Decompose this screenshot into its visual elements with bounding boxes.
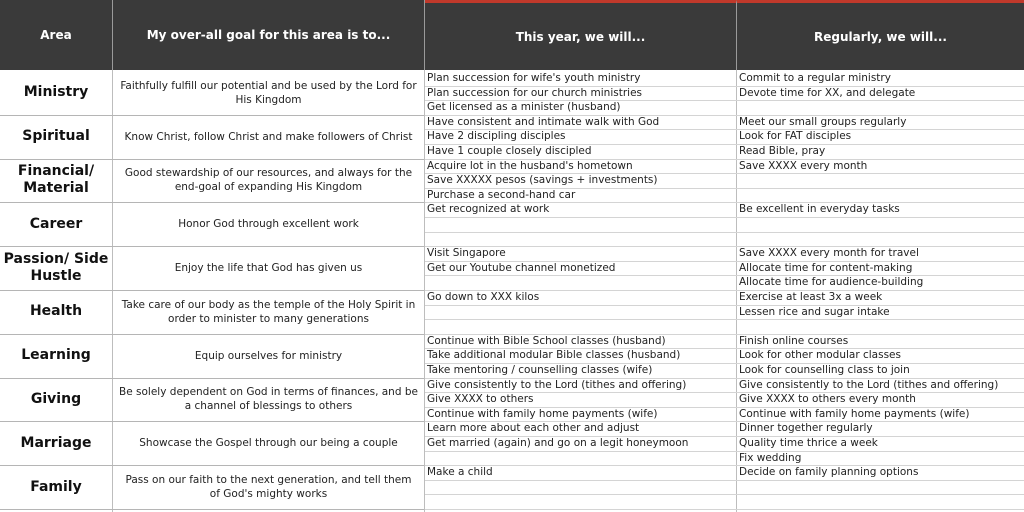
this-year-cell[interactable]: Get recognized at work (427, 203, 550, 216)
area-label[interactable]: Family (30, 478, 82, 495)
regularly-cell[interactable] (737, 480, 1024, 495)
goal-text[interactable]: Honor God through excellent work (178, 218, 359, 231)
this-year-cell[interactable] (425, 275, 736, 290)
this-year-cell[interactable]: Have 1 couple closely discipled (427, 145, 592, 157)
regularly-cell[interactable] (737, 319, 1024, 334)
goal-text[interactable]: Equip ourselves for ministry (194, 349, 343, 362)
goal-text[interactable]: Good stewardship of our resources, and always for the end-goal of expanding His Kingdom (124, 167, 413, 194)
regularly-cell[interactable]: Look for other modular classes (739, 349, 901, 362)
this-year-cell[interactable]: Acquire lot in the husband's hometown (427, 159, 633, 172)
goal-text[interactable]: Pass on our faith to the next generation, and tell them of God's mighty works (125, 474, 412, 501)
this-year-cell[interactable]: Purchase a second-hand car (427, 188, 576, 201)
section-divider (0, 509, 424, 510)
header-area[interactable]: Area (0, 0, 113, 70)
this-year-cell[interactable]: Plan succession for wife's youth ministry (427, 72, 641, 84)
regularly-cell[interactable] (737, 188, 1024, 203)
this-year-cell[interactable] (425, 480, 736, 495)
this-year-cell[interactable]: Get licensed as a minister (husband) (427, 101, 621, 114)
this-year-cell[interactable]: Visit Singapore (427, 247, 506, 260)
regularly-cell[interactable] (737, 494, 1024, 509)
regularly-cell[interactable]: Look for FAT disciples (739, 130, 852, 143)
this-year-cell[interactable]: Have 2 discipling disciples (427, 130, 566, 143)
regularly-cell[interactable]: Give consistently to the Lord (tithes and offering) (739, 378, 999, 391)
row-divider (425, 509, 1024, 510)
regularly-cell[interactable]: Be excellent in everyday tasks (739, 203, 900, 216)
regularly-cell[interactable]: Dinner together regularly (739, 422, 873, 435)
regularly-cell[interactable]: Allocate time for content-making (739, 261, 913, 274)
area-label[interactable]: Giving (30, 390, 82, 407)
this-year-cell[interactable]: Learn more about each other and adjust (427, 422, 640, 435)
this-year-cell[interactable] (425, 494, 736, 509)
this-year-cell[interactable] (425, 451, 736, 466)
regularly-cell[interactable]: Devote time for XX, and delegate (739, 86, 916, 99)
this-year-cell[interactable]: Give XXXX to others (427, 393, 534, 406)
area-label[interactable]: Ministry (23, 84, 89, 101)
goal-text[interactable]: Be solely dependent on God in terms of finances, and be a channel of blessings to others (119, 386, 418, 413)
regularly-cell[interactable]: Save XXXX every month for travel (739, 247, 919, 260)
this-year-cell[interactable] (425, 217, 736, 232)
this-year-cell[interactable]: Have consistent and intimate walk with God (427, 115, 660, 128)
this-year-cell[interactable]: Continue with family home payments (wife) (427, 407, 658, 420)
area-label[interactable]: Learning (21, 347, 91, 364)
this-year-cell[interactable]: Go down to XXX kilos (427, 291, 540, 303)
regularly-cell[interactable]: Fix wedding (739, 451, 802, 464)
goal-text[interactable]: Showcase the Gospel through our being a couple (139, 437, 398, 450)
goal-text[interactable]: Faithfully fulfill our potential and be used by the Lord for His Kingdom (120, 79, 417, 106)
regularly-cell[interactable] (737, 217, 1024, 232)
goal-text[interactable]: Know Christ, follow Christ and make followers of Christ (124, 130, 413, 143)
regularly-cell[interactable] (737, 232, 1024, 247)
this-year-cell[interactable] (425, 319, 736, 334)
area-label[interactable]: Health (29, 303, 83, 320)
this-year-cell[interactable]: Plan succession for our church ministries (427, 86, 642, 99)
this-year-cell[interactable] (425, 232, 736, 247)
this-year-cell[interactable]: Save XXXXX pesos (savings + investments) (427, 174, 658, 187)
regularly-cell[interactable]: Allocate time for audience-building (739, 276, 924, 289)
this-year-cell[interactable]: Take additional modular Bible classes (husband) (427, 349, 681, 362)
regularly-cell[interactable]: Decide on family planning options (739, 466, 919, 479)
regularly-cell[interactable]: Quality time thrice a week (739, 437, 878, 449)
area-label[interactable]: Passion/ Side Hustle (3, 251, 109, 285)
header-overall-goal[interactable]: My over-all goal for this area is to... (113, 0, 425, 70)
regularly-cell[interactable]: Save XXXX every month (739, 159, 868, 172)
this-year-cell[interactable]: Get married (again) and go on a legit honeymoon (427, 437, 689, 449)
regularly-cell[interactable]: Read Bible, pray (739, 145, 826, 157)
regularly-cell[interactable]: Meet our small groups regularly (739, 115, 907, 128)
regularly-cell[interactable] (737, 173, 1024, 188)
regularly-cell[interactable]: Give XXXX to others every month (739, 393, 916, 406)
regularly-cell[interactable] (737, 100, 1024, 115)
header-this-year[interactable]: This year, we will... (425, 0, 737, 70)
regularly-cell[interactable]: Exercise at least 3x a week (739, 291, 883, 303)
regularly-cell[interactable]: Look for counselling class to join (739, 364, 910, 376)
this-year-cell[interactable]: Get our Youtube channel monetized (427, 261, 616, 274)
this-year-cell[interactable] (425, 305, 736, 320)
goal-text[interactable]: Enjoy the life that God has given us (174, 262, 363, 275)
this-year-cell[interactable]: Give consistently to the Lord (tithes and offering) (427, 378, 687, 391)
this-year-cell[interactable]: Take mentoring / counselling classes (wife) (427, 364, 653, 376)
regularly-cell[interactable]: Commit to a regular ministry (739, 72, 891, 84)
regularly-cell[interactable]: Finish online courses (739, 334, 849, 347)
area-label[interactable]: Spiritual (22, 128, 90, 145)
area-label[interactable]: Career (29, 215, 83, 232)
header-regularly[interactable]: Regularly, we will... (737, 0, 1024, 70)
this-year-cell[interactable]: Make a child (427, 466, 493, 479)
this-year-cell[interactable]: Continue with Bible School classes (husband) (427, 334, 666, 347)
regularly-cell[interactable]: Lessen rice and sugar intake (739, 305, 890, 318)
area-label[interactable]: Financial/ Material (17, 163, 95, 197)
goal-text[interactable]: Take care of our body as the temple of the Holy Spirit in order to minister to many generations (121, 298, 416, 325)
regularly-cell[interactable]: Continue with family home payments (wife) (739, 407, 970, 420)
area-label[interactable]: Marriage (20, 434, 92, 451)
